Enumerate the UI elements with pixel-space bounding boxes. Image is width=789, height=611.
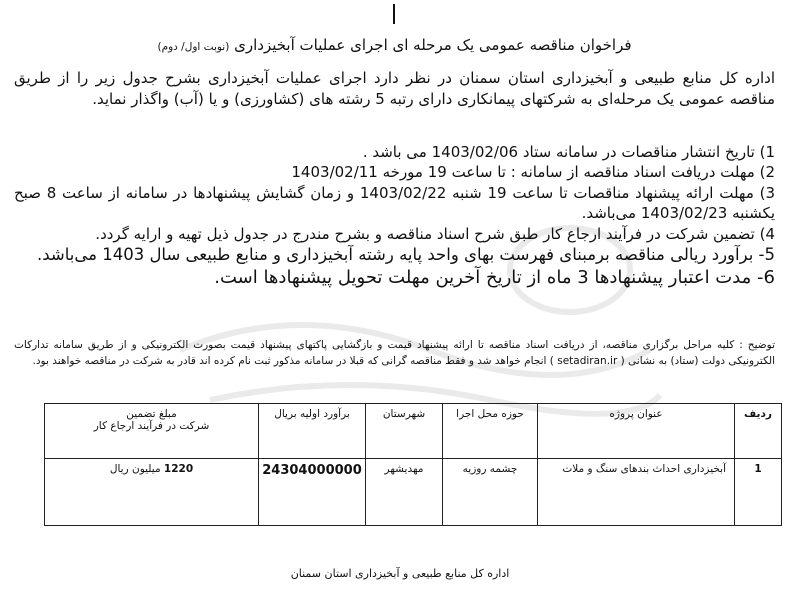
header-area: حوزه محل اجرا xyxy=(443,404,538,459)
guarantee-amount: 1220 xyxy=(163,463,194,475)
title-main: فراخوان مناقصه عمومی یک مرحله ای اجرای عملیات آبخیزداری xyxy=(234,36,632,54)
conditions-list xyxy=(14,142,775,290)
header-guarantee-line2: شرکت در فرآیند ارجاع کار xyxy=(93,420,210,432)
intro-paragraph: اداره کل منابع طبیعی و آبخیزداری استان سمنان در نظر دارد اجرای عملیات آبخیزداری بشرح جدول زیر را از طریق مناقصه عمومی یک مرحله‌ای به شرکتهای پیمانکاری دارای رتبه 5 رشته های (کشاورزی) و یا (آب) واگذار نماید. xyxy=(14,69,775,108)
condition-item: 5- برآورد ریالی مناقصه برمبنای فهرست بهای واحد پایه رشته آبخیزداری و منابع طبیعی سال 1403 می‌باشد. xyxy=(37,244,775,264)
header-project-title: عنوان پروژه xyxy=(538,404,735,459)
cell-city: مهدیشهر xyxy=(366,459,443,526)
condition-item: 2) مهلت دریافت اسناد مناقصه از سامانه : تا ساعت 19 مورخه 1403/02/11 xyxy=(291,163,775,182)
cell-row-number: 1 xyxy=(735,459,782,526)
condition-item: 3) مهلت ارائه پیشنهاد مناقصات تا ساعت 19 شنبه 1403/02/22 و زمان گشایش پیشنهادها در سامانه از ساعت 8 صبح یکشنبه 1403/02/23 می‌باشد. xyxy=(14,183,776,223)
guarantee-unit: میلیون ریال xyxy=(109,463,161,475)
header-guarantee xyxy=(45,404,259,459)
cell-estimate: 24304000000 xyxy=(259,459,366,526)
issuer-signature: اداره کل منابع طبیعی و آبخیزداری استان سمنان xyxy=(290,567,510,580)
condition-item: 1) تاریخ انتشار مناقصات در سامانه ستاد 1403/02/06 می باشد . xyxy=(362,143,775,161)
title-round: (نوبت اول/ دوم) xyxy=(157,41,230,53)
header-guarantee-line1: مبلغ تضمین xyxy=(126,408,177,420)
cell-project-title: آبخیزداری احداث بندهای سنگ و ملات xyxy=(538,459,735,526)
table-header-row xyxy=(45,404,782,459)
table-row xyxy=(45,459,782,526)
projects-table xyxy=(44,403,782,526)
header-row-number: ردیف xyxy=(735,404,782,459)
explanation-note: توضیح : کلیه مراحل برگزاری مناقصه، از دریافت اسناد مناقصه تا ارائه پیشنهاد قیمت و بازگشایی پاکتهای پیشنهاد قیمت بصورت الکترونیکی و از طریق سامانه تدارکات الکترونیکی دولت (ستاد) به نشانی ( setadiran.ir ) انجام خواهد شد و فقط مناقصه گرانی که قبلا در سامانه مذکور ثبت نام کرده اند قادر به شرکت در مناقصه خواهند بود. xyxy=(14,339,775,367)
top-marker xyxy=(393,4,395,24)
condition-item: 4) تضمین شرکت در فرآیند ارجاع کار طبق شرح اسناد مناقصه و بشرح مندرج در جدول ذیل تهیه و ارایه گردد. xyxy=(95,224,775,243)
cell-area: چشمه روزیه xyxy=(443,459,538,526)
condition-item: 6- مدت اعتبار پیشنهادها 3 ماه از تاریخ آخرین مهلت تحویل پیشنهادها است. xyxy=(214,267,775,289)
cell-guarantee xyxy=(45,459,259,526)
notice-title xyxy=(40,36,749,54)
header-city: شهرستان xyxy=(366,404,443,459)
header-estimate: برآورد اولیه بریال xyxy=(259,404,366,459)
